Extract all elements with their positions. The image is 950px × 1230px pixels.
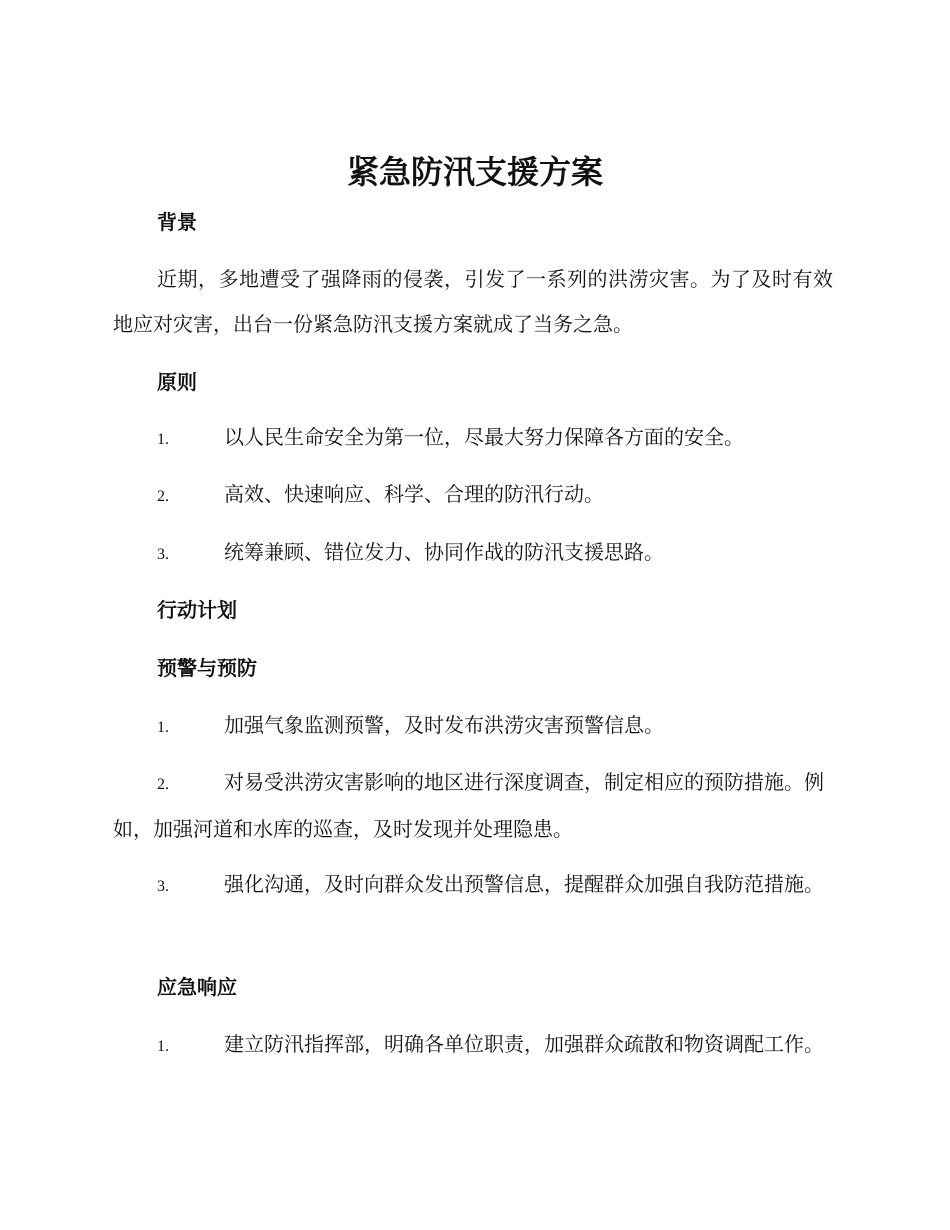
section-heading-action-plan: 行动计划 — [157, 598, 237, 622]
background-paragraph: 近期，多地遭受了强降雨的侵袭，引发了一系列的洪涝灾害。为了及时有效地应对灾害，出台一份紧急防汛支援方案就成了当务之急。 — [113, 267, 833, 336]
list-item-text: 以人民生命安全为第一位，尽最大努力保障各方面的安全。 — [224, 425, 744, 449]
list-number: 1. — [157, 1038, 169, 1055]
principle-item-1 — [113, 415, 833, 462]
list-number: 3. — [157, 546, 169, 563]
list-item-text: 强化沟通，及时向群众发出预警信息，提醒群众加强自我防范措施。 — [224, 872, 824, 896]
list-number: 3. — [157, 878, 169, 895]
section-heading-principles: 原则 — [157, 370, 197, 394]
section-heading-emergency-response: 应急响应 — [157, 975, 237, 999]
list-item-text: 对易受洪涝灾害影响的地区进行深度调查，制定相应的预防措施。例如，加强河道和水库的巡查，及时发现并处理隐患。 — [113, 770, 824, 841]
warning-item-3 — [113, 862, 833, 909]
list-item-text: 统筹兼顾、错位发力、协同作战的防汛支援思路。 — [224, 540, 664, 564]
list-number: 2. — [157, 776, 169, 793]
warning-item-1 — [113, 703, 833, 750]
list-item-text: 加强气象监测预警，及时发布洪涝灾害预警信息。 — [224, 713, 664, 737]
list-number: 1. — [157, 431, 169, 448]
warning-item-2 — [113, 760, 833, 852]
emergency-item-1 — [113, 1022, 833, 1069]
document-title: 紧急防汛支援方案 — [346, 153, 603, 191]
section-heading-background: 背景 — [157, 210, 197, 234]
section-heading-warning-prevention: 预警与预防 — [157, 656, 257, 680]
list-number: 2. — [157, 488, 169, 505]
principle-item-3 — [113, 530, 833, 577]
principle-item-2 — [113, 472, 833, 519]
list-number: 1. — [157, 719, 169, 736]
list-item-text: 建立防汛指挥部，明确各单位职责，加强群众疏散和物资调配工作。 — [224, 1032, 824, 1056]
list-item-text: 高效、快速响应、科学、合理的防汛行动。 — [224, 482, 604, 506]
